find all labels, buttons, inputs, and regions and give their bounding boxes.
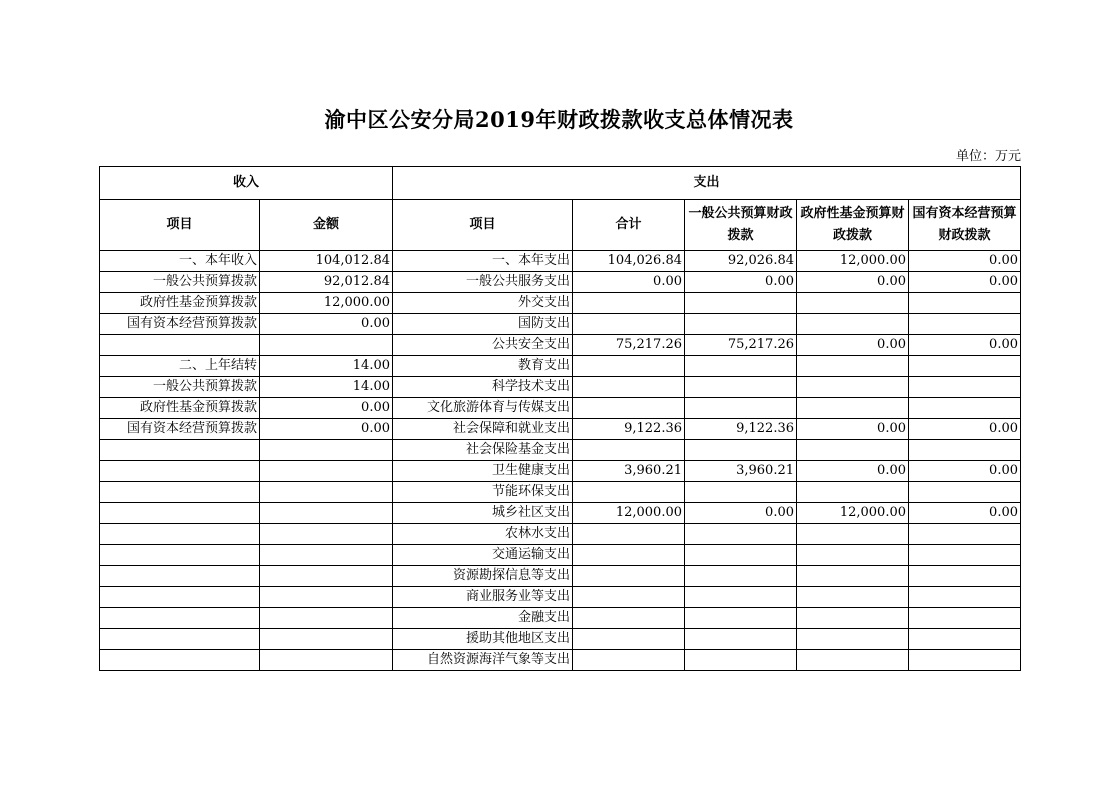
total-cell: 0.00 [573,272,685,293]
general-budget-cell: 75,217.26 [685,335,797,356]
fund-budget-cell [797,314,909,335]
general-budget-cell [685,650,797,671]
general-budget-cell [685,608,797,629]
total-cell [573,608,685,629]
income-amount-cell: 14.00 [260,377,393,398]
table-row [100,335,1021,356]
table-row [100,461,1021,482]
expense-item-cell: 交通运输支出 [393,545,573,566]
fund-budget-cell: 0.00 [797,419,909,440]
income-item-header: 项目 [100,200,260,251]
income-item-cell [100,608,260,629]
fund-budget-cell [797,629,909,650]
income-item-cell [100,587,260,608]
state-capital-cell [909,440,1021,461]
fund-budget-cell [797,440,909,461]
income-amount-header: 金额 [260,200,393,251]
table-row [100,545,1021,566]
income-item-cell [100,335,260,356]
total-cell [573,587,685,608]
state-capital-cell [909,314,1021,335]
expense-item-cell: 文化旅游体育与传媒支出 [393,398,573,419]
state-capital-cell [909,356,1021,377]
total-cell [573,377,685,398]
expense-item-cell: 援助其他地区支出 [393,629,573,650]
total-cell [573,398,685,419]
general-budget-cell [685,482,797,503]
income-item-cell: 政府性基金预算拨款 [100,398,260,419]
header-row-2 [100,200,1021,251]
total-cell [573,629,685,650]
total-cell: 9,122.36 [573,419,685,440]
fund-budget-cell: 0.00 [797,335,909,356]
general-budget-cell [685,524,797,545]
general-budget-cell [685,566,797,587]
general-budget-cell: 9,122.36 [685,419,797,440]
fund-budget-cell: 12,000.00 [797,251,909,272]
total-cell [573,545,685,566]
income-amount-cell [260,545,393,566]
expense-item-cell: 商业服务业等支出 [393,587,573,608]
table-row [100,629,1021,650]
expense-item-cell: 节能环保支出 [393,482,573,503]
fund-budget-cell [797,587,909,608]
general-budget-cell [685,440,797,461]
income-amount-cell [260,650,393,671]
expense-item-cell: 外交支出 [393,293,573,314]
income-amount-cell [260,629,393,650]
table-row [100,482,1021,503]
total-cell: 3,960.21 [573,461,685,482]
income-header: 收入 [100,167,393,200]
fund-budget-cell [797,545,909,566]
table-row [100,377,1021,398]
expense-item-cell: 城乡社区支出 [393,503,573,524]
table-row [100,398,1021,419]
fund-budget-cell [797,293,909,314]
income-item-cell: 政府性基金预算拨款 [100,293,260,314]
expense-item-cell: 社会保险基金支出 [393,440,573,461]
general-budget-cell [685,398,797,419]
general-budget-cell [685,356,797,377]
state-capital-cell [909,482,1021,503]
total-cell [573,293,685,314]
income-amount-cell [260,608,393,629]
expense-item-cell: 资源勘探信息等支出 [393,566,573,587]
income-item-cell [100,503,260,524]
total-cell [573,440,685,461]
expense-item-cell: 一、本年支出 [393,251,573,272]
table-row [100,524,1021,545]
fund-budget-cell [797,650,909,671]
page-title: 渝中区公安分局2019年财政拨款收支总体情况表 [324,107,794,132]
income-item-cell [100,650,260,671]
state-capital-cell: 0.00 [909,251,1021,272]
total-header: 合计 [573,200,685,251]
state-capital-cell [909,587,1021,608]
state-capital-cell: 0.00 [909,335,1021,356]
income-amount-cell: 0.00 [260,398,393,419]
state-capital-cell: 0.00 [909,419,1021,440]
income-amount-cell [260,440,393,461]
state-capital-cell: 0.00 [909,503,1021,524]
state-capital-cell: 0.00 [909,272,1021,293]
table-row [100,293,1021,314]
expense-item-cell: 社会保障和就业支出 [393,419,573,440]
income-item-cell [100,440,260,461]
general-budget-cell [685,587,797,608]
expense-item-cell: 一般公共服务支出 [393,272,573,293]
expense-item-cell: 金融支出 [393,608,573,629]
income-item-cell: 一般公共预算拨款 [100,272,260,293]
income-amount-cell [260,566,393,587]
budget-table [99,166,1021,671]
fund-budget-header: 政府性基金预算财政拨款 [797,200,909,251]
income-amount-cell: 0.00 [260,419,393,440]
table-row [100,566,1021,587]
income-amount-cell [260,587,393,608]
table-row [100,419,1021,440]
income-amount-cell [260,461,393,482]
fund-budget-cell: 12,000.00 [797,503,909,524]
income-amount-cell: 0.00 [260,314,393,335]
income-item-cell [100,461,260,482]
income-item-cell: 国有资本经营预算拨款 [100,419,260,440]
state-capital-cell [909,608,1021,629]
income-amount-cell: 12,000.00 [260,293,393,314]
table-row [100,587,1021,608]
state-capital-header: 国有资本经营预算财政拨款 [909,200,1021,251]
expense-item-cell: 教育支出 [393,356,573,377]
total-cell: 75,217.26 [573,335,685,356]
state-capital-cell [909,629,1021,650]
general-budget-header: 一般公共预算财政拨款 [685,200,797,251]
general-budget-cell [685,377,797,398]
total-cell: 12,000.00 [573,503,685,524]
income-amount-cell [260,524,393,545]
income-item-cell [100,524,260,545]
state-capital-cell: 0.00 [909,461,1021,482]
income-item-cell [100,545,260,566]
general-budget-cell: 0.00 [685,503,797,524]
state-capital-cell [909,545,1021,566]
fund-budget-cell [797,398,909,419]
expense-item-header: 项目 [393,200,573,251]
table-row [100,650,1021,671]
income-amount-cell: 14.00 [260,356,393,377]
total-cell [573,524,685,545]
fund-budget-cell [797,356,909,377]
table-row [100,314,1021,335]
total-cell [573,356,685,377]
income-item-cell: 二、上年结转 [100,356,260,377]
income-amount-cell: 104,012.84 [260,251,393,272]
general-budget-cell [685,629,797,650]
income-item-cell [100,482,260,503]
fund-budget-cell [797,482,909,503]
total-cell [573,650,685,671]
state-capital-cell [909,398,1021,419]
income-amount-cell [260,335,393,356]
total-cell: 104,026.84 [573,251,685,272]
table-row [100,440,1021,461]
fund-budget-cell [797,377,909,398]
expense-item-cell: 公共安全支出 [393,335,573,356]
income-item-cell: 一般公共预算拨款 [100,377,260,398]
table-row [100,503,1021,524]
expense-item-cell: 科学技术支出 [393,377,573,398]
table-row [100,356,1021,377]
table-row [100,608,1021,629]
header-row-1 [100,167,1021,200]
state-capital-cell [909,293,1021,314]
state-capital-cell [909,377,1021,398]
income-amount-cell: 92,012.84 [260,272,393,293]
income-item-cell [100,629,260,650]
income-amount-cell [260,482,393,503]
general-budget-cell: 3,960.21 [685,461,797,482]
income-item-cell [100,566,260,587]
unit-label: 单位：万元 [955,149,1021,164]
table-body [100,251,1021,671]
table-row [100,251,1021,272]
expense-item-cell: 农林水支出 [393,524,573,545]
fund-budget-cell: 0.00 [797,272,909,293]
income-amount-cell [260,503,393,524]
general-budget-cell: 0.00 [685,272,797,293]
fund-budget-cell [797,566,909,587]
general-budget-cell [685,545,797,566]
fund-budget-cell [797,608,909,629]
table-row [100,272,1021,293]
general-budget-cell: 92,026.84 [685,251,797,272]
total-cell [573,314,685,335]
state-capital-cell [909,566,1021,587]
fund-budget-cell: 0.00 [797,461,909,482]
state-capital-cell [909,650,1021,671]
total-cell [573,566,685,587]
fund-budget-cell [797,524,909,545]
expense-item-cell: 自然资源海洋气象等支出 [393,650,573,671]
total-cell [573,482,685,503]
income-item-cell: 国有资本经营预算拨款 [100,314,260,335]
state-capital-cell [909,524,1021,545]
expense-item-cell: 国防支出 [393,314,573,335]
general-budget-cell [685,293,797,314]
expense-header: 支出 [393,167,1021,200]
income-item-cell: 一、本年收入 [100,251,260,272]
general-budget-cell [685,314,797,335]
expense-item-cell: 卫生健康支出 [393,461,573,482]
